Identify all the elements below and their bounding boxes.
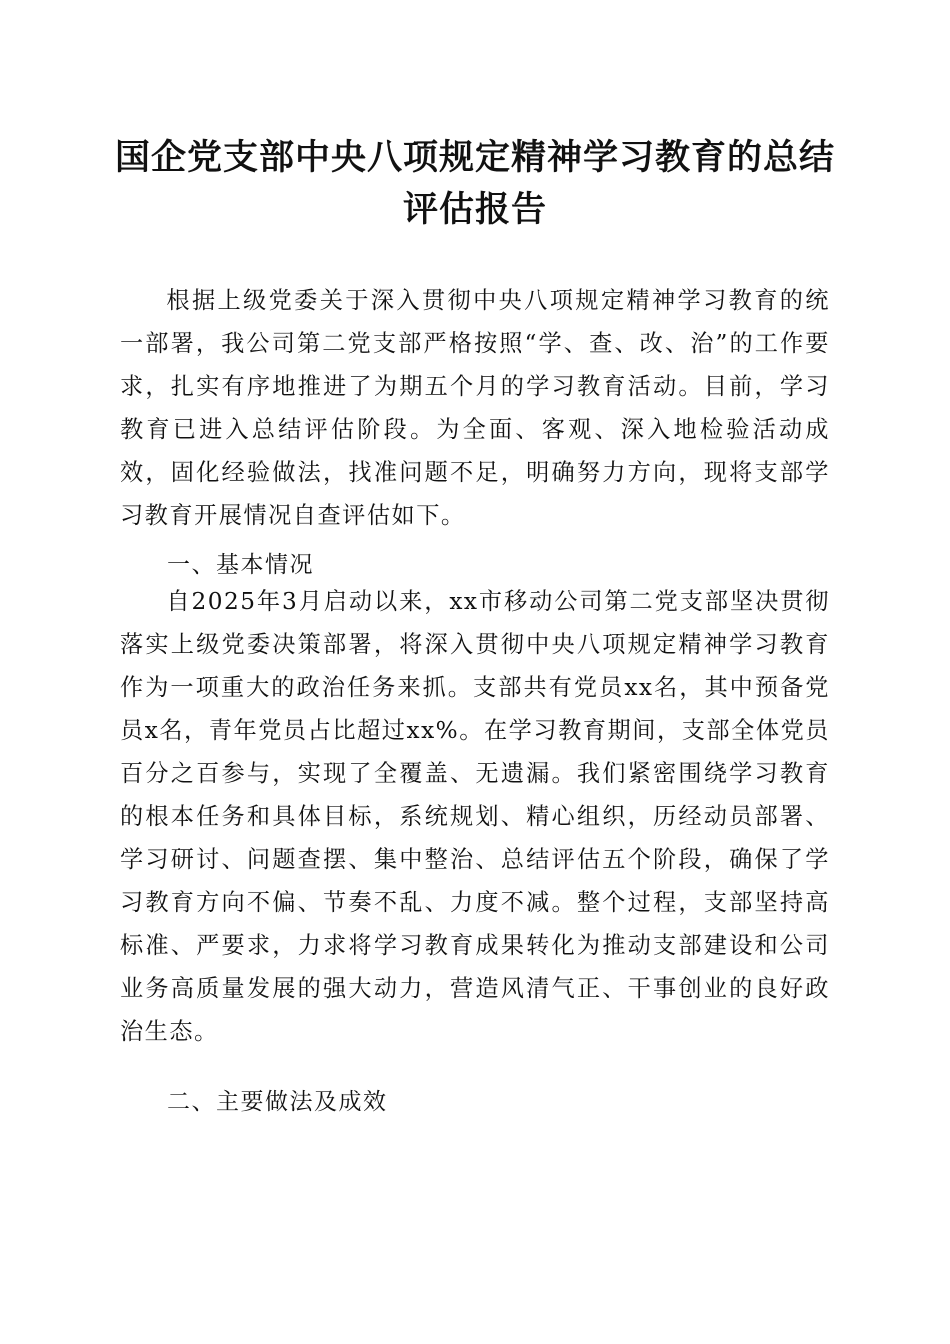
document-title-line-2: 评估报告 [402,190,547,230]
basic-situation-paragraph: 自2025年3月启动以来，xx市移动公司第二党支部坚决贯彻落实上级党委决策部署，将深入贯彻中央八项规定精神学习教育作为一项重大的政治任务来抓。支部共有党员xx名，其中预备党员x名，青年党员占比超过xx%。在学习教育期间，支部全体党员百分之百参与，实现了全覆盖、无遗漏。我们紧密围绕学习教育的根本任务和具体目标，系统规划、精心组织，历经动员部署、学习研讨、问题查摆、集中整治、总结评估五个阶段，确保了学习教育方向不偏、节奏不乱、力度不减。整个过程，支部坚持高标准、严要求，力求将学习教育成果转化为推动支部建设和公司业务高质量发展的强大动力，营造风清气正、干事创业的良好政治生态。 [120,588,830,1045]
section-heading-basic-situation: 一、基本情况 [167,552,314,578]
document-title [110,132,840,236]
intro-paragraph: 根据上级党委关于深入贯彻中央八项规定精神学习教育的统一部署，我公司第二党支部严格按照“学、查、改、治”的工作要求，扎实有序地推进了为期五个月的学习教育活动。目前，学习教育已进入总结评估阶段。为全面、客观、深入地检验活动成效，固化经验做法，找准问题不足，明确努力方向，现将支部学习教育开展情况自查评估如下。 [120,287,830,529]
section-heading-main-practices: 二、主要做法及成效 [167,1089,388,1115]
document-title-line-1: 国企党支部中央八项规定精神学习教育的总结 [114,138,835,178]
